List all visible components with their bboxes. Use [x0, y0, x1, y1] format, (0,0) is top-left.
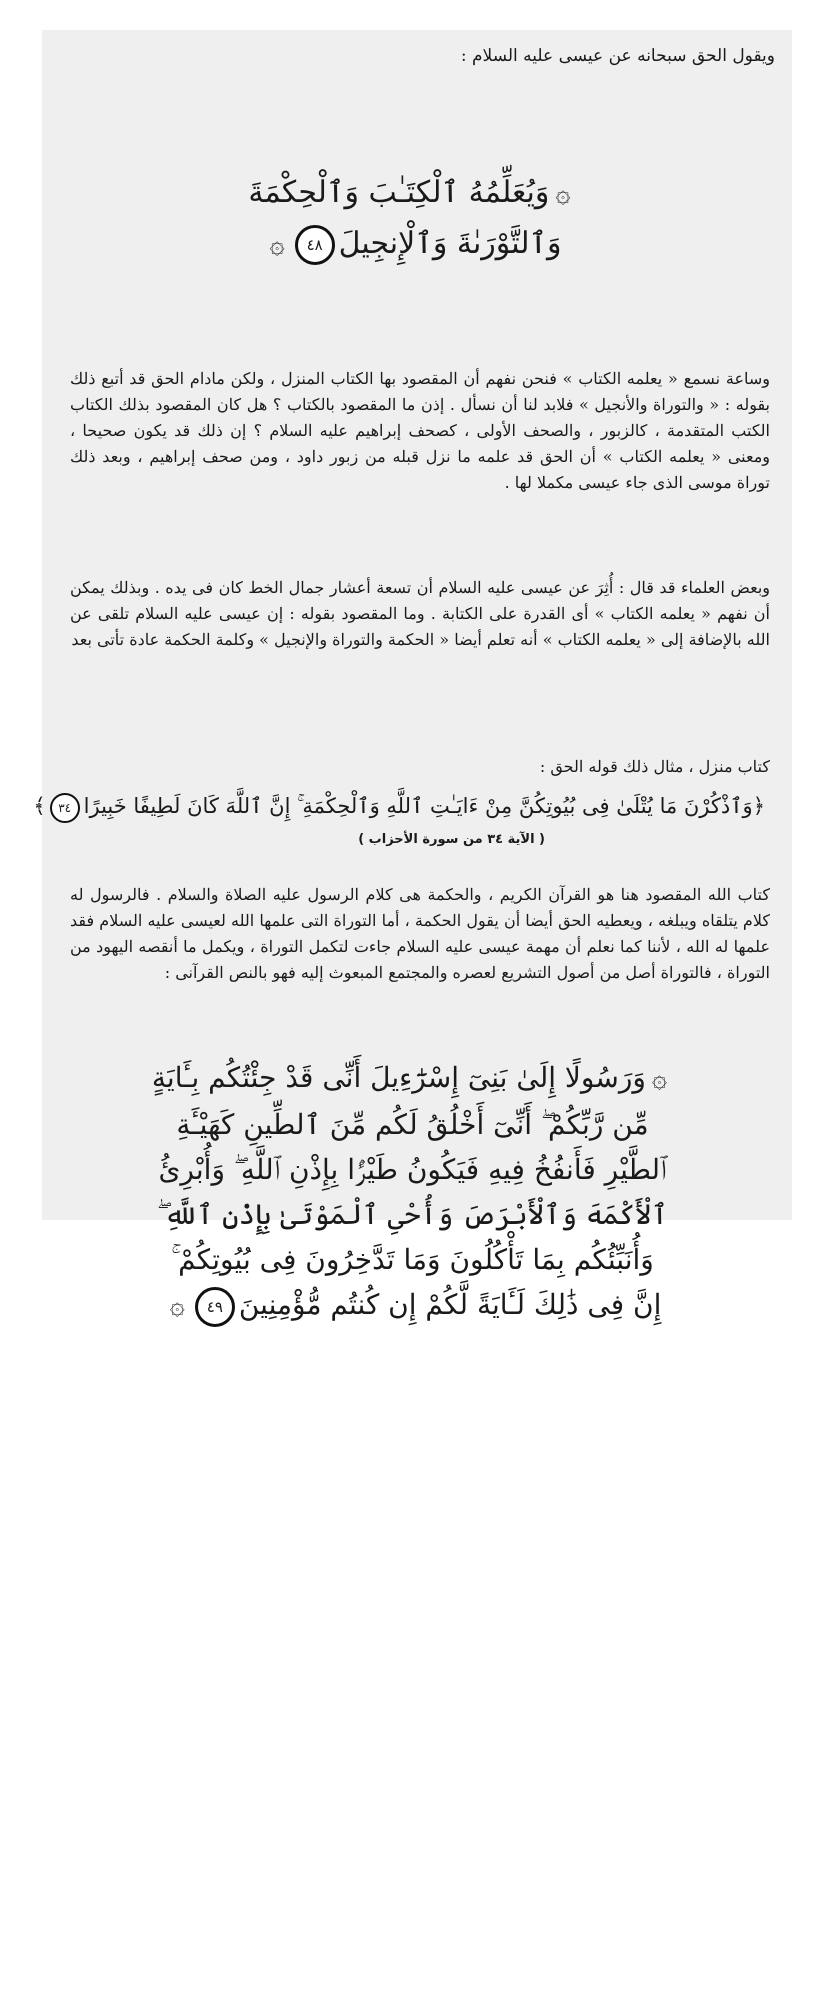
verse-number-badge: ٤٩ [195, 1287, 235, 1327]
paragraph-3: كتاب منزل ، مثال ذلك قوله الحق : [539, 757, 770, 776]
verse-text-1: وَيُعَلِّمُهُ ٱلْكِتَـٰبَ وَٱلْحِكْمَةَ [248, 175, 550, 210]
intro-line: ويقول الحق سبحانه عن عيسى عليه السلام : [460, 46, 775, 66]
verse-line-5: وَأُنَبِّئُكُم بِمَا تَأْكُلُونَ وَمَا تَدَّخِرُونَ فِى بُيُوتِكُمْ ۚ [171, 1243, 654, 1276]
paragraph-4: كتاب الله المقصود هنا هو القرآن الكريم ، والحكمة هى كلام الرسول عليه الصلاة والسلام . فالرسول له كلام يتلقاه ويبلغه ، ويعطيه الحق أيضا أن يقول الحكمة ، أما التوراة التى علمها الله لعيسى عليه السلام فقد علمها له الله ، لأننا كما نعلم أن مهمة عيسى عليه السلام جاءت لتكمل التوراة ، ويكمل ما أنقصه اليهود من التوراة ، فالتوراة أصل من أصول التشريع لعصره والمجتمع المبعوث إليه فهو بالنص القرآنى : [70, 885, 771, 982]
verse-number-badge: ٣٤ [50, 793, 80, 823]
verse-ornament-icon: ۞ [169, 1291, 185, 1321]
verse-number-badge: ٤٨ [295, 225, 335, 265]
verse-ornament-icon: ۞ [269, 230, 285, 260]
verse-line-2 [60, 219, 765, 270]
verse-text-line: إِنَّ فِى ذَٰلِكَ لَـَٔايَةً لَّكُمْ إِن كُنتُم مُّؤْمِنِينَ [238, 1288, 662, 1321]
verse-line-3: ٱلطَّيْرِ فَأَنفُخُ فِيهِ فَيَكُونُ طَيْرًۢا بِإِذْنِ ٱللَّهِ ۖ وَأُبْرِئُ [158, 1153, 667, 1186]
verse-line-4: ٱلْأَكْمَهَ وَٱلْأَبْرَصَ وَأُحْىِ ٱلْمَوْتَىٰ بِإِذْنِ ٱللَّهِ ۖ [157, 1198, 668, 1231]
verse-line-2: مِّن رَّبِّكُمْ ۖ أَنِّىٓ أَخْلُقُ لَكُم مِّنَ ٱلطِّينِ كَهَيْـَٔةِ [176, 1108, 649, 1141]
verse-line-1 [60, 168, 765, 219]
paragraph-1: وساعة نسمع « يعلمه الكتاب » فنحن نفهم أن المقصود بها الكتاب المنزل ، ولكن مادام الحق قد أتبع ذلك بقوله : « والتوراة والأنجيل » فلابد لنا أن نسأل . إذن ما المقصود بالكتاب ؟ هل كان المقصود بذلك الكتاب الكتب المتقدمة ، كالزبور ، والصحف الأولى ، كصحف إبراهيم عليه السلام ؟ إن ذلك قد يكون صحيحا ، ومعنى « يعلمه الكتاب » أن الحق قد علمه ما نزل قبله من زبور داود ، ومن صحف إبراهيم ، وبعد ذلك توراة موسى الذى جاء عيسى مكملا لها . [70, 369, 770, 492]
verse-line-1 [60, 1055, 765, 1102]
quran-verse-48 [60, 168, 765, 270]
verse-text-line: وَرَسُولًا إِلَىٰ بَنِىٓ إِسْرَٰٓءِيلَ أَنِّى قَدْ جِئْتُكُم بِـَٔايَةٍ [151, 1061, 646, 1094]
paragraph-2: وبعض العلماء قد قال : أُثِرَ عن عيسى عليه السلام أن تسعة أعشار جمال الخط كان فى يده . وبذلك يمكن أن نفهم « يعلمه الكتاب » أى القدرة على الكتابة . وما المقصود بقوله : إن عيسى عليه السلام تلقى عن الله بالإضافة إلى « يعلمه الكتاب » أنه تعلم أيضا « الحكمة والتوراة والإنجيل » وكلمة الحكمة عادة تأتى بعد [70, 578, 770, 649]
verse-text-2: وَٱلتَّوْرَىٰةَ وَٱلْإِنجِيلَ [338, 226, 562, 261]
verse-line-6 [60, 1282, 765, 1329]
verse-ornament-icon: ۞ [651, 1064, 668, 1094]
quran-verse-49 [60, 1055, 765, 1329]
verse-ornament-icon: ۞ [555, 179, 571, 209]
verse-reference: ( الآية ٣٤ من سورة الأحزاب ) [358, 832, 545, 847]
quran-verse-34 [33, 788, 765, 824]
verse-text: ﴿وَٱذْكُرْنَ مَا يُتْلَىٰ فِى بُيُوتِكُنَّ مِنْ ءَايَـٰتِ ٱللَّهِ وَٱلْحِكْمَةِ ۚ إِنَّ ٱللَّهَ كَانَ لَطِيفًا خَبِيرًا [83, 794, 765, 818]
verse-close-bracket: ﴾ [33, 794, 46, 818]
